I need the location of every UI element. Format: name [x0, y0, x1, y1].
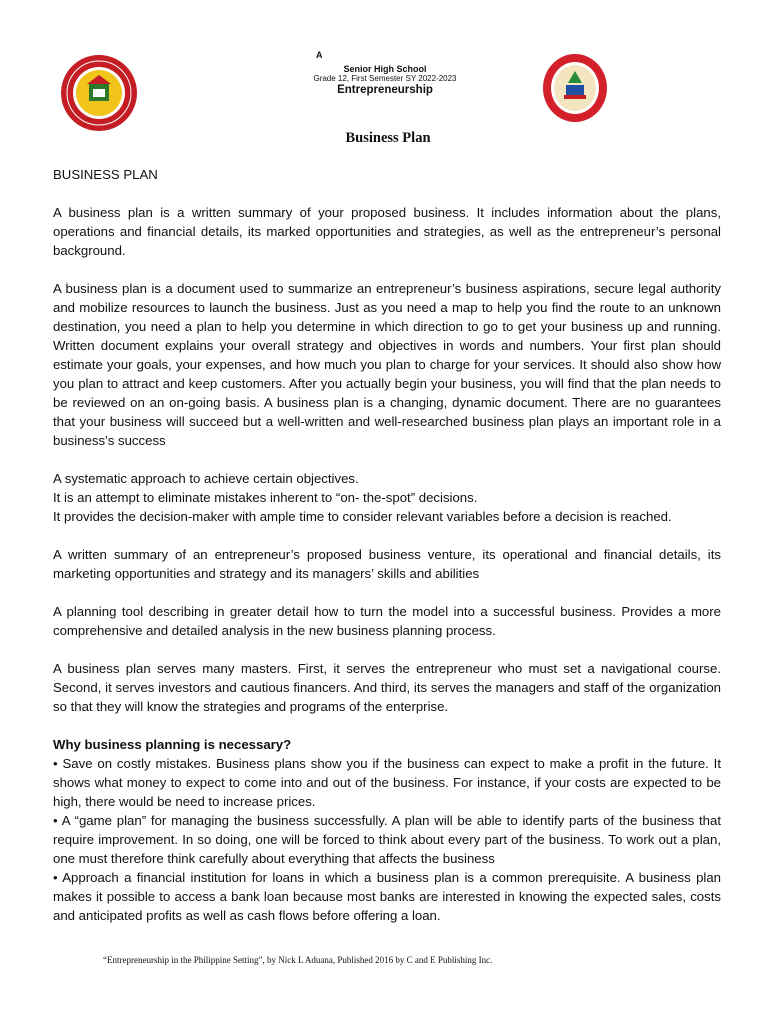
list-item: It is an attempt to eliminate mistakes inherent to “on- the-spot” decisions.: [53, 490, 478, 505]
document-header: [0, 40, 768, 130]
bullet-item: • A “game plan” for managing the business successfully. A plan will be able to identify parts of the business that require improvement. In so doing, one will be forced to think about every part of the business. To work out a plan, one must therefore think carefully about everything that affects the business: [53, 813, 721, 866]
footer-citation: “Entrepreneurship in the Philippine Setting”, by Nick L Aduana, Published 2016 by C and E Publishing Inc.: [103, 955, 493, 965]
list-item: It provides the decision-maker with ample time to consider relevant variables before a decision is reached.: [53, 509, 672, 524]
list-item: A systematic approach to achieve certain objectives.: [53, 471, 359, 486]
school-name: Senior High School: [343, 64, 427, 74]
header-letter: A: [316, 50, 323, 60]
school-seal-icon: [59, 53, 139, 133]
paragraph: A business plan is a document used to summarize an entrepreneur’s business aspirations, secure legal authority and mobilize resources to launch the business. Just as you need a map to help you find the route to an unknown destination, you need a plan to help you determine in which direction to go to get your business up and running. Written document explains your overall strategy and objectives in words and numbers. Your first plan should estimate your goals, your expenses, and how much you plan to charge for your services. It should also show how you plan to attract and keep customers. After you actually begin your business, you will find that the plan needs to be reviewed on an on-going basis. A business plan is a changing, dynamic document. There are no guarantees that your business will succeed but a well-written and well-researched business plan plays an important role in a business’s success: [53, 281, 721, 448]
header-text: [250, 50, 520, 97]
paragraph: A planning tool describing in greater detail how to turn the model into a successful business. Provides a more comprehensive and detailed analysis in the new business planning process.: [53, 604, 721, 638]
paragraph: A business plan is a written summary of your proposed business. It includes information about the plans, operations and financial details, its marked opportunities and strategies, as well as the entrepreneur’s personal background.: [53, 205, 721, 258]
bullet-item: • Approach a financial institution for loans in which a business plan is a common prerequisite. A business plan makes it possible to access a bank loan because most banks are interested in knowing the expected sales, costs and anticipated profits as well as cash flows before offering a loan.: [53, 870, 721, 923]
bullet-item: • Save on costly mistakes. Business plans show you if the business can expect to make a profit in the future. It shows what money to expect to come into and out of the business. For instance, if your costs are expected to be high, there would be need to increase prices.: [53, 756, 721, 809]
grade-line: Grade 12, First Semester SY 2022-2023: [313, 74, 457, 84]
document-body: [53, 165, 721, 925]
why-heading: Why business planning is necessary?: [53, 737, 292, 752]
section-heading: BUSINESS PLAN: [53, 167, 158, 182]
paragraph: A business plan serves many masters. First, it serves the entrepreneur who must set a navigational course. Second, it serves investors and cautious financers. And third, its serves the managers and staff of the organization so that they will know the strategies and programs of the enterprise.: [53, 661, 721, 714]
paragraph: A written summary of an entrepreneur’s proposed business venture, its operational and financial details, its marketing opportunities and strategy and its managers’ skills and abilities: [53, 547, 721, 581]
shs-seal-icon: [542, 53, 608, 123]
page-title: Business Plan: [345, 130, 431, 146]
subject-name: Entrepreneurship: [337, 83, 433, 96]
